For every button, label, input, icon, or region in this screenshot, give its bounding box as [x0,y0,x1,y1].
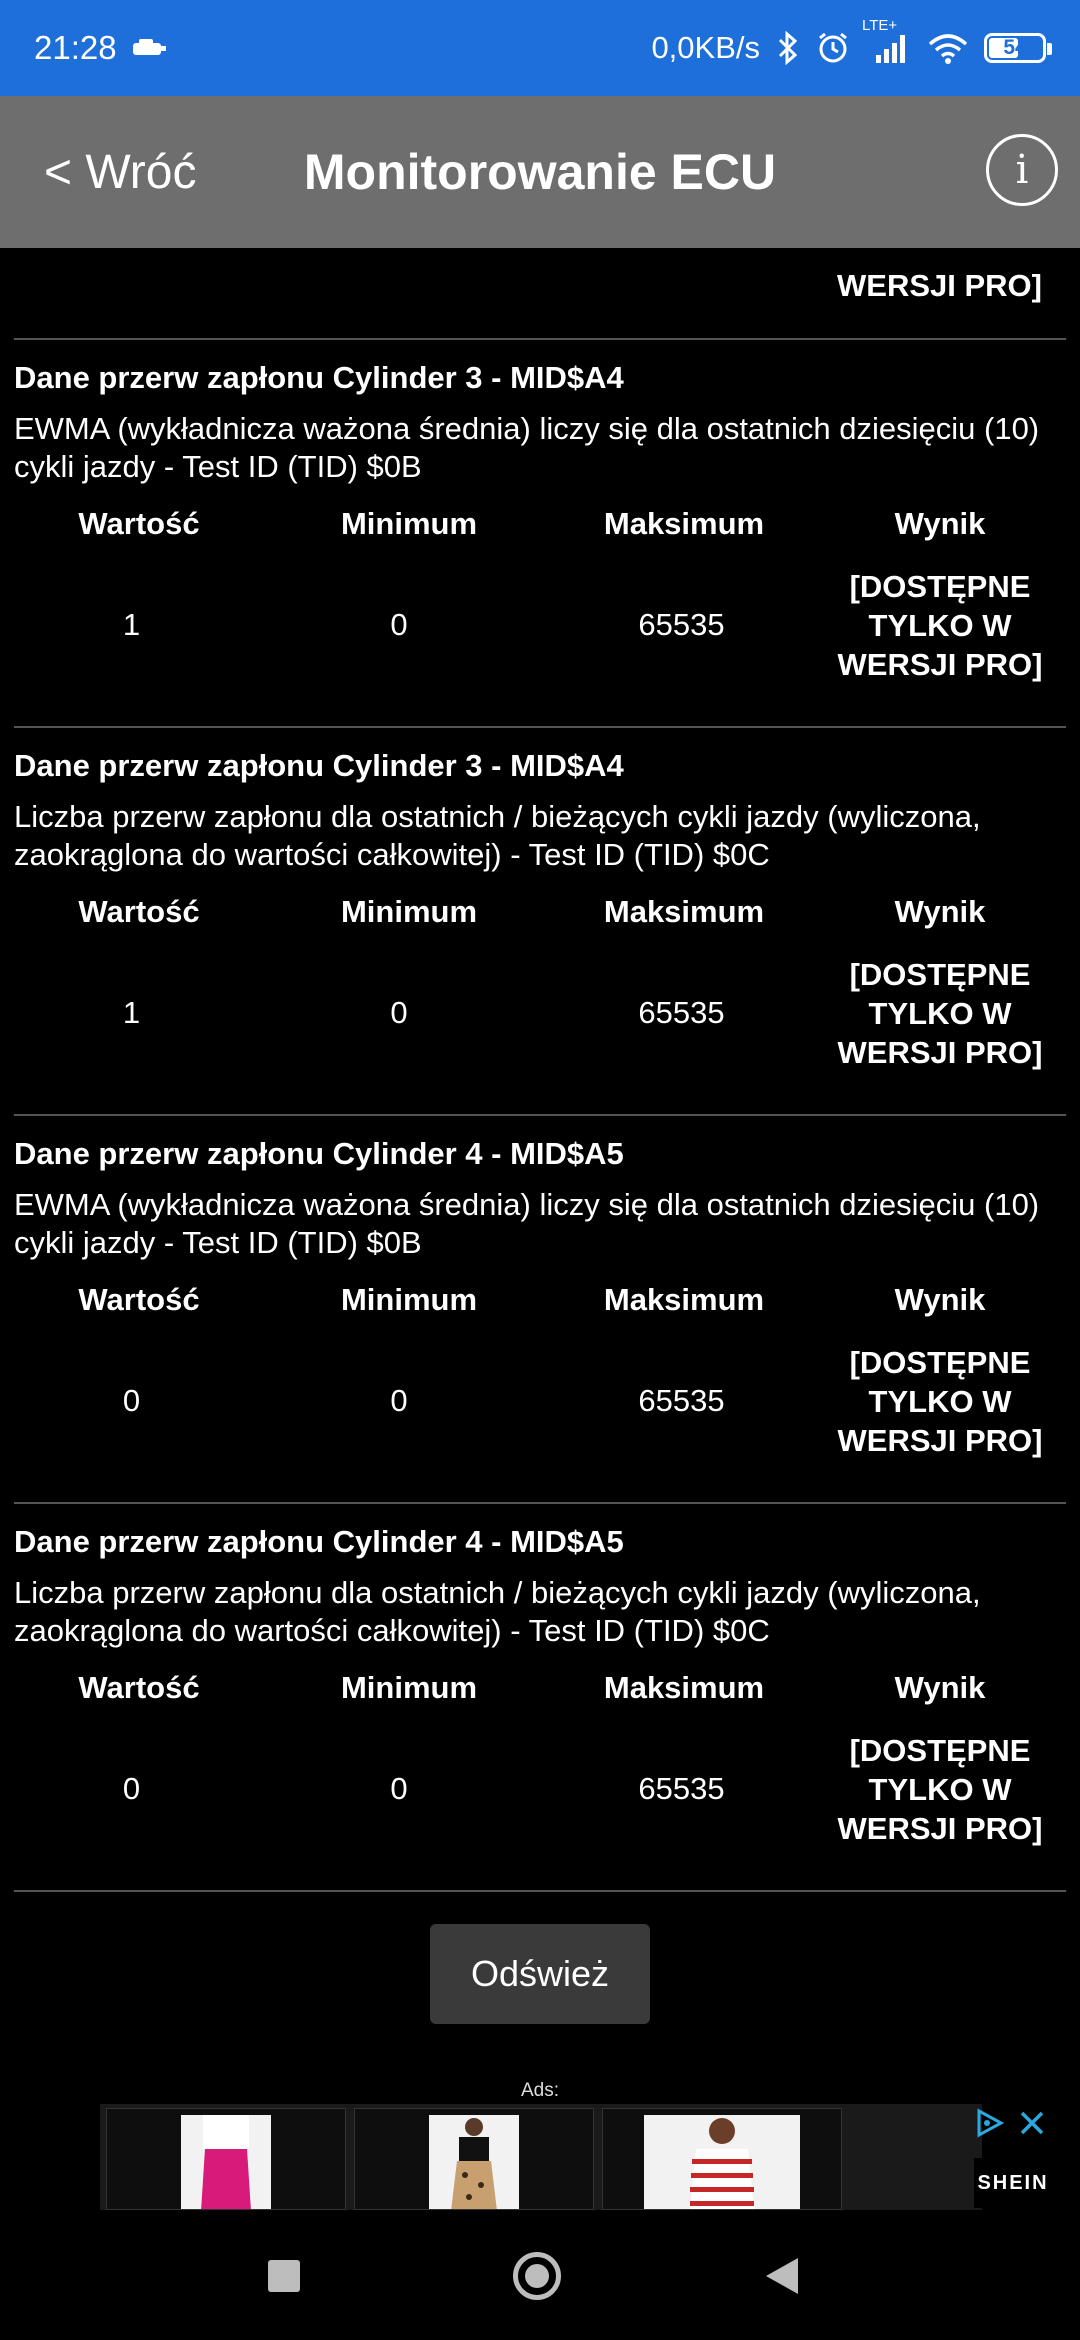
wifi-icon [928,32,968,64]
result-line: [DOSTĘPNE [849,568,1031,604]
col-min-header: Minimum [340,894,478,929]
value-cell: 1 [122,995,141,1030]
ad-brand-logo[interactable]: SHEIN [974,2158,1052,2208]
ads-label: Ads: [520,2080,560,2101]
col-min-header: Minimum [340,1670,478,1705]
min-cell: 0 [390,1771,408,1806]
list-item [14,728,1066,1116]
col-value-header: Wartość [78,506,200,541]
item-description: EWMA (wykładnicza ważona średnia) liczy się dla ostatnich dziesięciu (10) cykli jazdy - Test ID (TID) $0B [14,411,1040,484]
app-header [0,96,1080,248]
refresh-container [0,1924,1080,2024]
col-result-header: Wynik [894,1670,986,1705]
min-cell: 0 [390,995,408,1030]
max-cell: 65535 [638,995,725,1030]
ad-product-tile[interactable] [106,2108,346,2210]
min-cell: 0 [390,1383,408,1418]
item-title: Dane przerw zapłonu Cylinder 3 - MID$A4 [14,360,624,395]
value-cell: 1 [122,607,141,642]
item-title: Dane przerw zapłonu Cylinder 4 - MID$A5 [14,1524,624,1559]
list-item [14,340,1066,728]
col-max-header: Maksimum [603,894,765,929]
status-time: 21:28 [34,29,117,66]
max-cell: 65535 [638,607,725,642]
signal-icon [862,17,912,65]
col-value-header: Wartość [78,894,200,929]
item-description: Liczba przerw zapłonu dla ostatnich / bieżących cykli jazdy (wyliczona, zaokrąglona do wartości całkowitej) - Test ID (TID) $0C [14,799,981,872]
result-line: WERSJI PRO] [837,1422,1043,1458]
value-cell: 0 [122,1383,141,1418]
home-button[interactable] [513,2252,561,2300]
ad-product-image [644,2115,800,2210]
result-cell [814,567,1066,684]
col-max-header: Maksimum [603,1282,765,1317]
table-header [14,1670,1066,1710]
max-cell: 65535 [638,1771,725,1806]
bluetooth-icon [776,31,800,65]
table-row [14,562,1066,688]
result-line: WERSJI PRO] [837,1034,1043,1070]
item-title: Dane przerw zapłonu Cylinder 3 - MID$A4 [14,748,624,783]
result-line: [DOSTĘPNE [849,1344,1031,1380]
back-nav-button[interactable] [766,2258,798,2294]
car-icon [131,32,167,64]
table-header [14,506,1066,546]
ad-product-tile[interactable] [602,2108,842,2210]
max-cell: 65535 [638,1383,725,1418]
col-max-header: Maksimum [603,506,765,541]
list-item [14,1504,1066,1892]
col-min-header: Minimum [340,1282,478,1317]
result-cell [814,955,1066,1072]
table-row [14,1338,1066,1464]
result-cell [814,1731,1066,1848]
table-header [14,894,1066,934]
item-description: EWMA (wykładnicza ważona średnia) liczy się dla ostatnich dziesięciu (10) cykli jazdy - Test ID (TID) $0B [14,1187,1040,1260]
info-icon[interactable]: i [986,134,1058,206]
col-result-header: Wynik [894,506,986,541]
previous-item-tail [14,248,1066,340]
page-title: Monitorowanie ECU [303,144,777,200]
result-line: TYLKO W [868,995,1012,1031]
previous-result-text: WERSJI PRO] [837,268,1042,303]
result-line: [DOSTĘPNE [849,1732,1031,1768]
item-description: Liczba przerw zapłonu dla ostatnich / bieżących cykli jazdy (wyliczona, zaokrąglona do wartości całkowitej) - Test ID (TID) $0C [14,1575,981,1648]
list-item [14,1116,1066,1504]
col-result-header: Wynik [894,1282,986,1317]
value-table [14,1670,1066,1852]
recents-button[interactable] [268,2260,300,2292]
table-header [14,1282,1066,1322]
result-line: TYLKO W [868,1771,1012,1807]
col-result-header: Wynik [894,894,986,929]
battery-level: 54 [1003,36,1027,59]
ad-product-image [429,2115,519,2210]
item-title: Dane przerw zapłonu Cylinder 4 - MID$A5 [14,1136,624,1171]
col-max-header: Maksimum [603,1670,765,1705]
ad-product-tile[interactable] [354,2108,594,2210]
result-cell [814,1343,1066,1460]
results-list[interactable] [0,248,1080,1892]
ad-controls [974,2108,1046,2146]
battery-icon [984,33,1046,63]
value-table [14,894,1066,1076]
col-value-header: Wartość [78,1670,200,1705]
result-line: WERSJI PRO] [837,1810,1043,1846]
status-bar [0,0,1080,96]
value-table [14,1282,1066,1464]
system-nav-bar [0,2210,1080,2340]
ad-banner[interactable] [100,2104,982,2210]
result-line: TYLKO W [868,1383,1012,1419]
value-table [14,506,1066,688]
refresh-button[interactable]: Odśwież [430,1924,650,2024]
table-row [14,1726,1066,1852]
adchoices-icon[interactable] [974,2108,1004,2146]
col-value-header: Wartość [78,1282,200,1317]
min-cell: 0 [390,607,408,642]
result-line: [DOSTĘPNE [849,956,1031,992]
back-button[interactable]: < Wróć [44,145,197,199]
ad-product-image [181,2115,271,2210]
alarm-icon [816,31,850,65]
network-type-label: LTE+ [862,17,898,34]
result-line: TYLKO W [868,607,1012,643]
value-cell: 0 [122,1771,141,1806]
table-row [14,950,1066,1076]
network-speed: 0,0KB/s [651,30,760,65]
result-line: WERSJI PRO] [837,646,1043,682]
col-min-header: Minimum [340,506,478,541]
close-ad-icon[interactable] [1018,2108,1046,2146]
